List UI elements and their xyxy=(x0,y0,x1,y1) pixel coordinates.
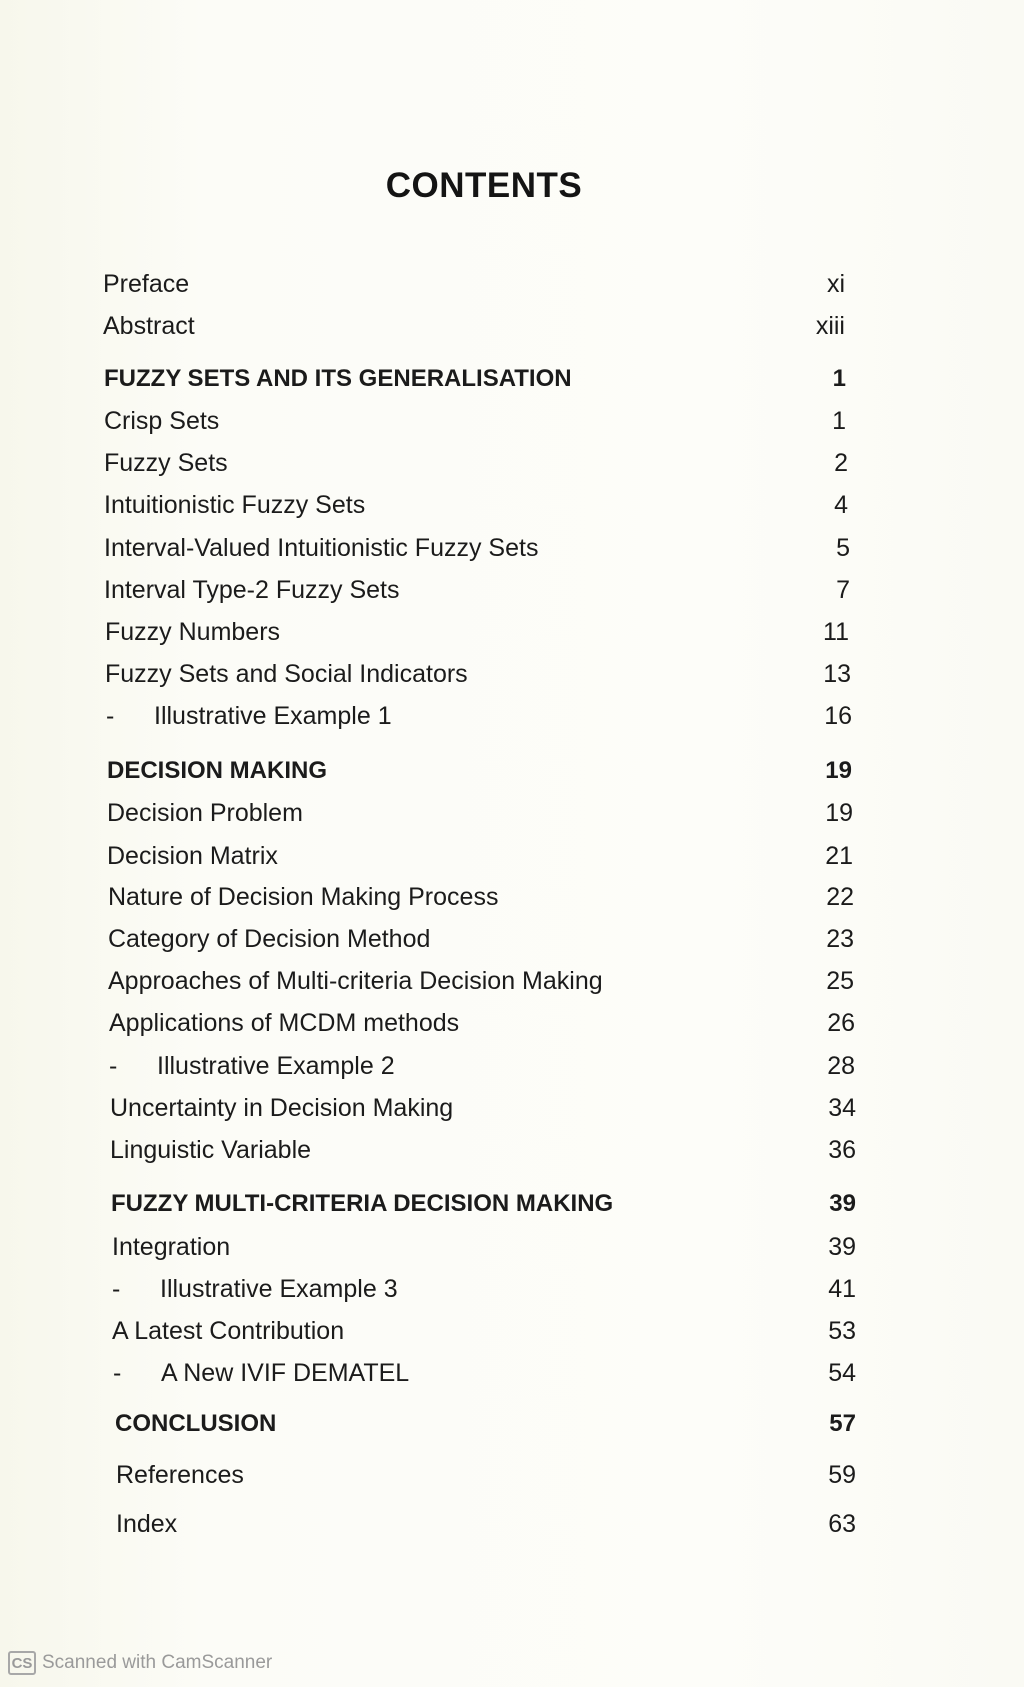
toc-entry-label: Intuitionistic Fuzzy Sets xyxy=(104,491,366,519)
toc-entry xyxy=(108,921,854,957)
toc-entry-label: Fuzzy Numbers xyxy=(105,618,281,646)
toc-entry xyxy=(104,403,846,439)
toc-entry xyxy=(109,1005,855,1041)
toc-entry-label: A Latest Contribution xyxy=(112,1317,345,1345)
toc-entry-page: 23 xyxy=(826,925,854,953)
toc-entry xyxy=(104,572,850,608)
toc-entry-page: 22 xyxy=(826,883,854,911)
toc-entry-label: Integration xyxy=(112,1233,231,1261)
toc-entry xyxy=(103,308,845,344)
toc-entry xyxy=(116,1506,856,1542)
toc-entry-page: 57 xyxy=(829,1410,856,1437)
toc-entry-label: Nature of Decision Making Process xyxy=(108,883,499,911)
toc-entry xyxy=(104,487,848,523)
toc-entry-label: Interval Type-2 Fuzzy Sets xyxy=(104,576,400,604)
toc-entry-page: 4 xyxy=(834,491,848,519)
toc-entry-label: CONCLUSION xyxy=(115,1410,277,1437)
toc-entry-page: 5 xyxy=(836,534,850,562)
toc-entry-page: 1 xyxy=(832,365,846,392)
toc-entry xyxy=(110,1132,856,1168)
toc-entry-page: 39 xyxy=(829,1190,856,1217)
toc-entry-page: 36 xyxy=(828,1136,856,1164)
toc-entry-label: Applications of MCDM methods xyxy=(109,1009,460,1037)
toc-entry-label: Decision Matrix xyxy=(107,842,278,870)
toc-entry-label: FUZZY SETS AND ITS GENERALISATION xyxy=(104,365,572,392)
toc-entry-label: Illustrative Example 2 xyxy=(157,1052,395,1080)
toc-chapter-heading xyxy=(115,1406,856,1442)
toc-entry-label: Uncertainty in Decision Making xyxy=(110,1094,454,1122)
toc-entry xyxy=(103,266,845,302)
toc-entry-page: 25 xyxy=(826,967,854,995)
toc-entry-label: Linguistic Variable xyxy=(110,1136,312,1164)
toc-dash: - xyxy=(113,1359,122,1387)
toc-entry-page: 53 xyxy=(828,1317,856,1345)
camscanner-logo-icon: CS xyxy=(8,1651,36,1675)
toc-chapter-heading xyxy=(104,361,846,397)
toc-entry-page: 19 xyxy=(825,799,853,827)
toc-entry xyxy=(104,530,850,566)
toc-entry-page: 39 xyxy=(828,1233,856,1261)
toc-entry xyxy=(105,614,849,650)
toc-entry xyxy=(112,1229,856,1265)
toc-entry-page: 7 xyxy=(836,576,850,604)
scanner-watermark xyxy=(8,1648,272,1678)
toc-entry-label: Preface xyxy=(103,270,190,298)
toc-entry-page: 54 xyxy=(828,1359,856,1387)
toc-entry-page: 2 xyxy=(834,449,848,477)
page-title: CONTENTS xyxy=(385,166,583,205)
toc-entry-label: Illustrative Example 3 xyxy=(160,1275,398,1303)
toc-entry-page: 21 xyxy=(825,842,853,870)
toc-entry-label: Fuzzy Sets and Social Indicators xyxy=(105,660,468,688)
toc-entry-label: DECISION MAKING xyxy=(107,757,328,784)
toc-subentry xyxy=(109,1048,855,1084)
toc-entry-label: Abstract xyxy=(103,312,195,340)
toc-entry-page: 34 xyxy=(828,1094,856,1122)
toc-subentry xyxy=(106,698,852,734)
toc-entry-page: 11 xyxy=(823,618,849,646)
toc-entry-label: Approaches of Multi-criteria Decision Making xyxy=(108,967,603,995)
toc-entry-page: 59 xyxy=(828,1461,856,1489)
toc-entry xyxy=(107,795,853,831)
toc-dash: - xyxy=(106,702,115,730)
toc-entry xyxy=(116,1457,856,1493)
toc-entry-label: Category of Decision Method xyxy=(108,925,431,953)
toc-chapter-heading xyxy=(107,753,852,789)
toc-chapter-heading xyxy=(111,1186,856,1222)
toc-entry xyxy=(104,445,848,481)
toc-entry xyxy=(110,1090,856,1126)
toc-entry-label: Illustrative Example 1 xyxy=(154,702,392,730)
toc-entry xyxy=(108,879,854,915)
toc-entry xyxy=(112,1313,856,1349)
toc-entry-page: 13 xyxy=(823,660,851,688)
toc-entry xyxy=(107,838,853,874)
toc-entry-page: 1 xyxy=(832,407,846,435)
toc-entry-page: 19 xyxy=(825,757,852,784)
toc-subentry xyxy=(112,1271,856,1307)
toc-entry xyxy=(108,963,854,999)
toc-entry-label: Crisp Sets xyxy=(104,407,220,435)
toc-entry-page: 41 xyxy=(828,1275,856,1303)
toc-entry-page: 26 xyxy=(827,1009,855,1037)
toc-entry-page: 63 xyxy=(828,1510,856,1538)
toc-dash: - xyxy=(109,1052,118,1080)
toc-entry-label: References xyxy=(116,1461,244,1489)
toc-entry-page: 16 xyxy=(824,702,852,730)
toc-entry-label: Decision Problem xyxy=(107,799,303,827)
toc-dash: - xyxy=(112,1275,121,1303)
watermark-text: Scanned with CamScanner xyxy=(42,1652,273,1673)
toc-entry-label: A New IVIF DEMATEL xyxy=(161,1359,410,1387)
toc-entry-label: Fuzzy Sets xyxy=(104,449,228,477)
toc-entry-page: 28 xyxy=(827,1052,855,1080)
toc-entry-label: Index xyxy=(116,1510,178,1538)
toc-entry xyxy=(105,656,851,692)
toc-entry-label: FUZZY MULTI-CRITERIA DECISION MAKING xyxy=(111,1190,614,1217)
toc-subentry xyxy=(113,1355,856,1391)
toc-entry-label: Interval-Valued Intuitionistic Fuzzy Sets xyxy=(104,534,539,562)
toc-entry-page: xi xyxy=(826,270,845,298)
toc-entry-page: xiii xyxy=(815,312,845,340)
